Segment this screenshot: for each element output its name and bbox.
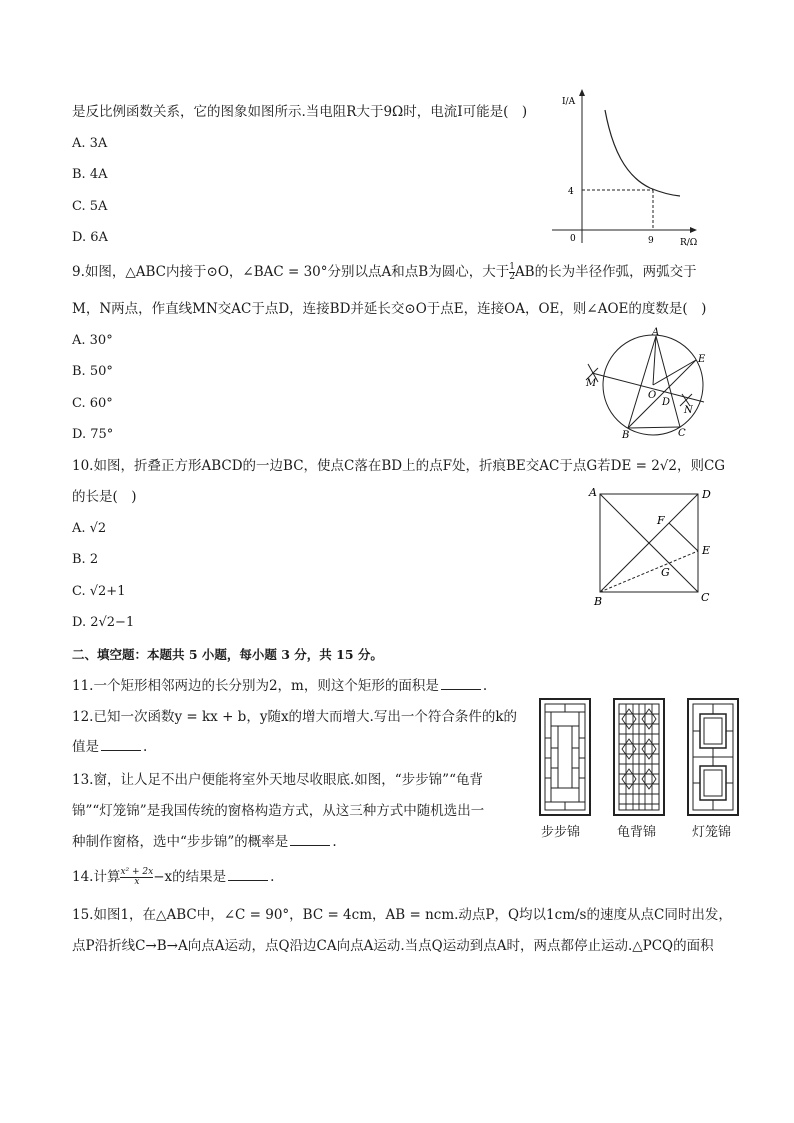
- q11-tail: .: [482, 678, 488, 694]
- q9-label-o: O: [648, 390, 657, 401]
- q10-label-f: F: [657, 514, 665, 527]
- q9-circle-figure: [580, 328, 710, 443]
- q14-frac-den: x: [134, 877, 140, 887]
- caption-bubujin: 步步锦: [541, 825, 581, 840]
- q9-stem-line1-text: 9.如图，△ABC内接于⊙O，∠BAC = 30°分别以点A和点B为圆心，大于: [72, 264, 510, 280]
- q9-label-a: A: [652, 327, 660, 338]
- q10-stem-line2: 的长是( ): [72, 489, 137, 505]
- q14-prefix: 14.计算: [72, 869, 121, 885]
- q14-blank[interactable]: [228, 880, 268, 881]
- q10-be-dashed: [600, 551, 698, 592]
- q14-suffix: −x的结果是: [153, 869, 227, 885]
- q10-stem-line1: 10.如图，折叠正方形ABCD的一边BC，使点C落在BD上的点F处，折痕BE交AC于点G若DE = 2√2，则CG: [72, 458, 726, 474]
- q10-fe: [669, 523, 698, 551]
- caption-denglongjin: 灯笼锦: [692, 825, 732, 840]
- window-guibeijin: [613, 698, 665, 816]
- q9-option-a[interactable]: A. 30°: [72, 333, 113, 348]
- q13-line3: [72, 833, 337, 851]
- q13-line2: 锦”“灯笼锦”是我国传统的窗格构造方式，从这三种方式中随机选出一: [72, 803, 485, 819]
- q8-inverse-graph: [550, 88, 710, 248]
- q13-blank[interactable]: [290, 845, 330, 846]
- q13-line3-text: 种制作窗格，选中“步步锦”的概率是: [72, 834, 289, 850]
- q8-y-arrow: [579, 89, 585, 96]
- q9-stem-line2: M，N两点，作直线MN交AC于点D，连接BD并延长交⊙O于点E，连接OA，OE，则∠AOE的度数是( ): [72, 301, 707, 317]
- q13-tail: .: [332, 834, 337, 850]
- q9-label-n: N: [684, 405, 693, 416]
- q12-line2: [72, 738, 147, 756]
- q10-label-a: A: [589, 486, 597, 499]
- q12-blank[interactable]: [101, 750, 141, 751]
- q10-label-d: D: [702, 488, 711, 501]
- window-bubujin: [539, 698, 591, 816]
- q9-label-b: B: [622, 430, 630, 441]
- q8-stem: 是反比例函数关系，它的图象如图所示.当电阻R大于9Ω时，电流I可能是( ): [72, 104, 528, 120]
- q8-option-a[interactable]: A. 3A: [72, 136, 108, 151]
- q9-option-d[interactable]: D. 75°: [72, 427, 114, 442]
- q14-tail: .: [270, 869, 275, 885]
- q12-line1: 12.已知一次函数y = kx + b，y随x的增大而增大.写出一个符合条件的k的: [72, 709, 518, 725]
- q8-option-c[interactable]: C. 5A: [72, 199, 108, 214]
- section2-heading: 二、填空题：本题共 5 小题，每小题 3 分，共 15 分。: [72, 647, 383, 662]
- q14-frac-num: x² + 2x: [120, 867, 154, 877]
- caption-guibeijin: 龟背锦: [617, 825, 657, 840]
- q15-line2: 点P沿折线C→B→A向点A运动，点Q沿边CA向点A运动.当点Q运动到点A时，两点都停止运动.△PCQ的面积: [72, 938, 714, 954]
- q11-text: 11.一个矩形相邻两边的长分别为2，m，则这个矩形的面积是: [72, 678, 439, 694]
- q8-option-d[interactable]: D. 6A: [72, 230, 108, 245]
- q9-option-c[interactable]: C. 60°: [72, 396, 113, 411]
- q9-frac-den: 2: [509, 272, 515, 282]
- q12-line2-text: 值是: [72, 739, 99, 755]
- q9-label-m: M: [586, 378, 597, 389]
- q11-line: [72, 677, 487, 695]
- q10-option-b[interactable]: B. 2: [72, 552, 99, 567]
- q14-fraction: [120, 868, 153, 887]
- q12-tail: .: [143, 739, 148, 755]
- q13-line1: 13.窗，让人足不出户便能将室外天地尽收眼底.如图，“步步锦”“龟背: [72, 772, 483, 788]
- q10-option-a[interactable]: A. √2: [72, 521, 107, 536]
- q10-label-c: C: [701, 591, 710, 604]
- q9-label-c: C: [678, 428, 686, 439]
- q8-origin: 0: [570, 234, 576, 244]
- q9-stem-line1-tail: AB的长为半径作弧，两弧交于: [514, 264, 697, 280]
- q15-line1: 15.如图1，在△ABC中，∠C = 90°，BC = 4cm，AB = ncm.动点P，Q均以1cm/s的速度从点C同时出发，: [72, 907, 732, 923]
- q8-x-arrow: [690, 227, 697, 233]
- q8-y-label: I/A: [562, 97, 576, 107]
- q8-option-b[interactable]: B. 4A: [72, 167, 108, 182]
- q8-y-tick: 4: [568, 187, 574, 197]
- q8-x-tick: 9: [648, 236, 654, 246]
- q9-frac-num: 1: [509, 262, 515, 272]
- q8-curve: [605, 110, 680, 196]
- q8-x-label: R/Ω: [680, 238, 698, 248]
- q9-stem-line1: [72, 263, 697, 282]
- q11-blank[interactable]: [441, 689, 481, 690]
- window-denglongjin: [687, 698, 739, 816]
- q9-bc: [628, 427, 680, 428]
- q10-label-g: G: [661, 566, 670, 579]
- q10-square-figure: [585, 484, 715, 609]
- q9-option-b[interactable]: B. 50°: [72, 364, 113, 379]
- q10-option-c[interactable]: C. √2+1: [72, 584, 126, 599]
- q10-label-e: E: [702, 544, 711, 557]
- q10-label-b: B: [594, 595, 603, 608]
- q10-option-d[interactable]: D. 2√2−1: [72, 615, 135, 630]
- q14-line: [72, 868, 274, 887]
- q9-label-e: E: [698, 354, 706, 365]
- q9-label-d: D: [662, 397, 671, 408]
